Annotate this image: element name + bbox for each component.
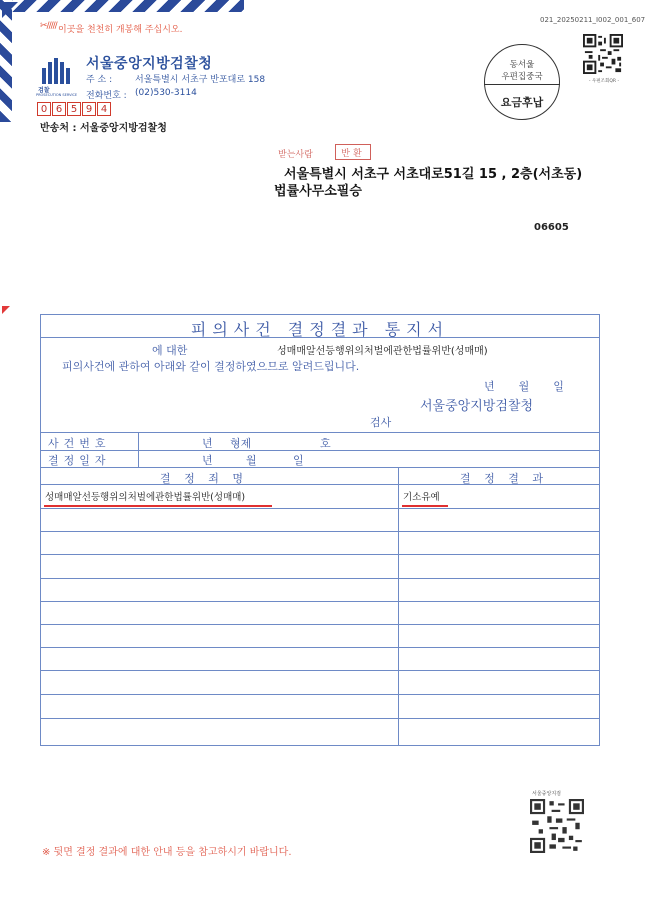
case-no-suffix: 호 <box>320 437 331 450</box>
zip-digit: 4 <box>97 102 111 116</box>
charge-underline <box>44 505 272 507</box>
issue-date <box>484 378 564 394</box>
document-id: 021_20250211_I002_001_607 <box>540 16 646 24</box>
prosecution-logo-icon <box>40 56 70 84</box>
table-row <box>40 718 600 719</box>
cut-instruction: 이곳을 천천히 개봉해 주십시오. <box>58 25 183 35</box>
envelope-border-top <box>0 0 244 12</box>
table-row <box>40 578 600 579</box>
recipient-name: 법률사무소필승 <box>274 184 362 199</box>
row-divider <box>40 467 600 468</box>
qr-code-icon <box>583 34 623 74</box>
decision-year: 년 <box>202 454 213 467</box>
decision-day: 일 <box>293 454 304 467</box>
zip-digit: 6 <box>52 102 66 116</box>
date-year: 년 <box>484 380 495 393</box>
return-address: 반송처 : 서울중앙지방검찰청 <box>40 123 167 134</box>
sender-address: 서울특별시 서초구 반포대로 158 <box>135 75 266 85</box>
scissors-icon: ✂///// <box>40 21 57 31</box>
recipient-address: 서울특별시 서초구 서초대로51길 15 , 2층(서초동) <box>284 167 583 182</box>
result-header: 결 정 결 과 <box>460 472 548 485</box>
notice-statement: 피의사건에 관하여 아래와 같이 결정하였으므로 알려드립니다. <box>62 360 360 373</box>
row-divider <box>40 484 600 485</box>
zip-digit: 5 <box>67 102 81 116</box>
title-divider <box>40 337 600 338</box>
case-no-year: 년 <box>202 437 213 450</box>
table-row <box>40 647 600 648</box>
stamp-divider <box>484 84 560 85</box>
sender-office: 서울중앙지방검찰청 <box>86 56 213 72</box>
bottom-qr-label: 서울중앙지검 <box>532 791 561 797</box>
charge-header: 결 정 죄 명 <box>160 472 248 485</box>
case-no-label: 사건번호 <box>48 437 111 450</box>
case-no-type: 형제 <box>230 437 252 450</box>
recipient-zip: 06605 <box>534 222 569 233</box>
logo-word: 검찰 <box>38 87 50 94</box>
about-label: 에 대한 <box>152 344 188 357</box>
date-month: 월 <box>518 380 530 393</box>
notice-qr-code-icon <box>530 799 584 853</box>
decision-month: 월 <box>246 454 257 467</box>
prosecutor-label: 검사 <box>370 416 392 429</box>
row-divider <box>40 432 600 433</box>
corner-triangle-icon <box>2 2 18 18</box>
logo-english: PROSECUTION SERVICE <box>36 93 78 97</box>
zip-digit: 9 <box>82 102 96 116</box>
col-divider <box>138 432 139 467</box>
date-day: 일 <box>553 380 564 393</box>
result-underline <box>402 505 448 507</box>
table-row <box>40 670 600 671</box>
about-value: 성매매알선등행위의처벌에관한법률위반(성매매) <box>277 346 488 357</box>
table-row <box>40 508 600 509</box>
return-box: 반환 <box>335 144 371 160</box>
tel-label: 전화번호 : <box>86 91 127 101</box>
table-row <box>40 694 600 695</box>
address-label: 주 소 : <box>86 75 113 85</box>
decision-date-label: 결정일자 <box>48 454 111 467</box>
recipient-label: 받는사람 <box>278 150 313 160</box>
qr-caption: - 우편조회QR - <box>588 79 620 84</box>
table-row <box>40 531 600 532</box>
issuer: 서울중앙지방검찰청 <box>420 399 534 414</box>
stamp-line2: 우편집중국 <box>501 72 543 82</box>
notice-title: 피의사건 결정결과 통지서 <box>190 320 450 339</box>
charge-cell: 성매매알선등행위의처벌에관한법률위반(성매매) <box>45 492 246 503</box>
fold-mark-icon <box>2 306 10 314</box>
stamp-line3: 요금후납 <box>500 96 544 109</box>
stamp-line1: 동서울 <box>509 60 535 70</box>
sender-zip <box>37 102 112 116</box>
table-row <box>40 601 600 602</box>
bottom-note: ※ 뒷면 결정 결과에 대한 안내 등을 참고하시기 바랍니다. <box>42 847 292 858</box>
table-row <box>40 554 600 555</box>
zip-digit: 0 <box>37 102 51 116</box>
table-row <box>40 624 600 625</box>
envelope-border-left <box>0 0 12 122</box>
sender-tel: (02)530-3114 <box>135 88 197 98</box>
result-cell: 기소유예 <box>403 492 440 503</box>
